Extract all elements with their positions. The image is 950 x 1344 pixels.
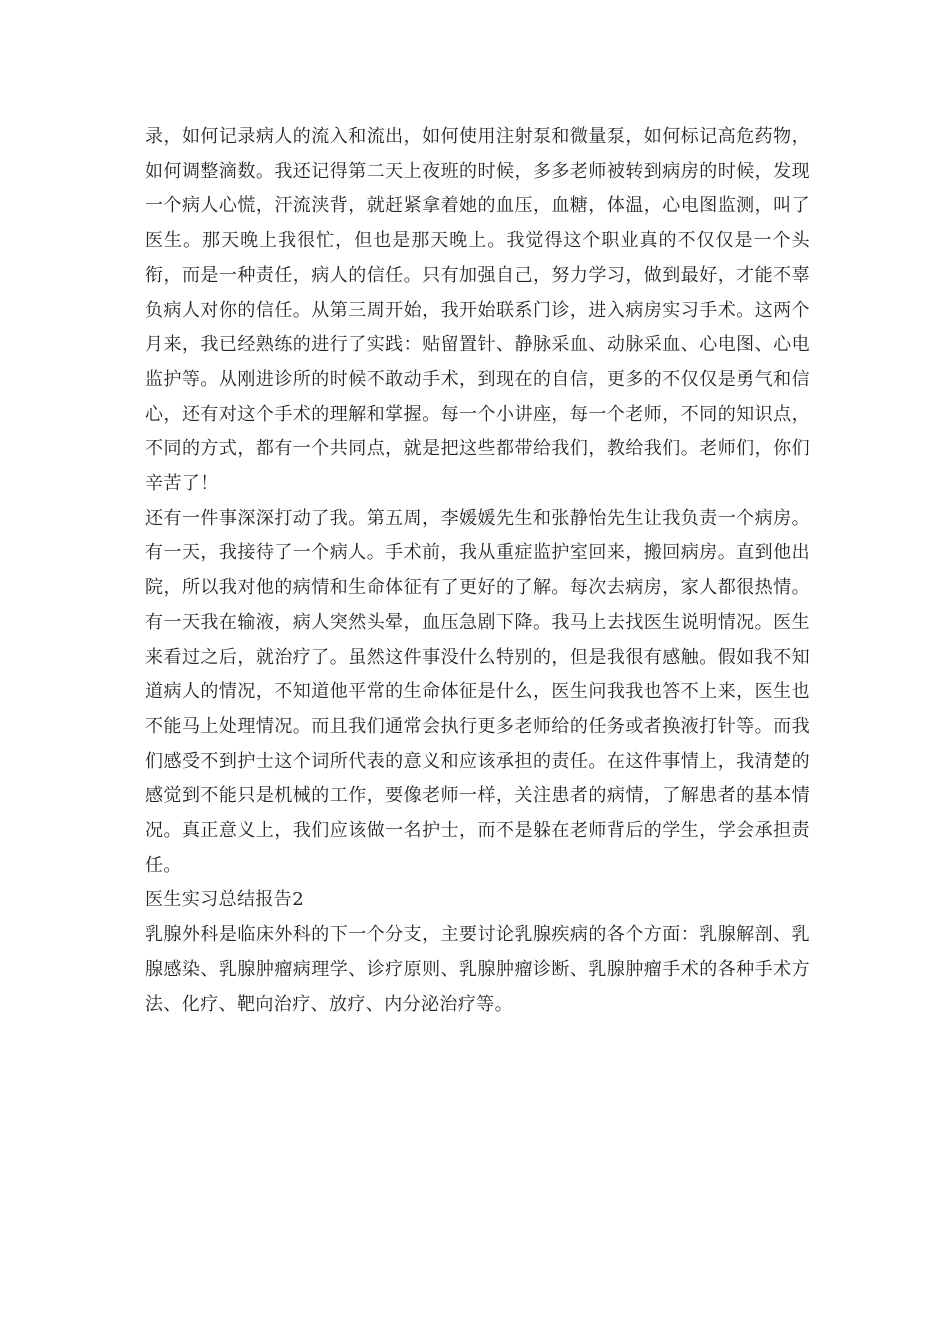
paragraph-patient-responsibility: 还有一件事深深打动了我。第五周，李媛媛先生和张静怡先生让我负责一个病房。有一天，我接待了一个病人。手术前，我从重症监护室回来，搬回病房。直到他出院，所以我对他的病情和生命体征有了更好的了解。每次去病房，家人都很热情。有一天我在输液，病人突然头晕，血压急剧下降。我马上去找医生说明情况。医生来看过之后，就治疗了。虽然这件事没什么特别的，但是我很有感触。假如我不知道病人的情况，不知道他平常的生命体征是什么，医生问我我也答不上来，医生也不能马上处理情况。而且我们通常会执行更多老师给的任务或者换液打针等。而我们感受不到护士这个词所代表的意义和应该承担的责任。在这件事情上，我清楚的感觉到不能只是机械的工作，要像老师一样，关注患者的病情，了解患者的基本情况。真正意义上，我们应该做一名护士，而不是躲在老师背后的学生，学会承担责任。 — [145, 507, 810, 876]
document-body — [145, 120, 810, 1022]
paragraph-nursing-practice: 录，如何记录病人的流入和流出，如何使用注射泵和微量泵，如何标记高危药物，如何调整滴数。我还记得第二天上夜班的时候，多多老师被转到病房的时候，发现一个病人心慌，汗流浃背，就赶紧拿着她的血压，血糖，体温，心电图监测，叫了医生。那天晚上我很忙，但也是那天晚上。我觉得这个职业真的不仅仅是一个头衔，而是一种责任，病人的信任。只有加强自己，努力学习，做到最好，才能不辜负病人对你的信任。从第三周开始，我开始联系门诊，进入病房实习手术。这两个月来，我已经熟练的进行了实践：贴留置针、静脉采血、动脉采血、心电图、心电监护等。从刚进诊所的时候不敢动手术，到现在的自信，更多的不仅仅是勇气和信心，还有对这个手术的理解和掌握。每一个小讲座，每一个老师，不同的知识点，不同的方式，都有一个共同点，就是把这些都带给我们，教给我们。老师们，你们辛苦了！ — [145, 126, 810, 495]
section-heading-report-2: 医生实习总结报告2 — [145, 889, 305, 911]
paragraph-breast-surgery: 乳腺外科是临床外科的下一个分支，主要讨论乳腺疾病的各个方面：乳腺解剖、乳腺感染、乳腺肿瘤病理学、诊疗原则、乳腺肿瘤诊断、乳腺肿瘤手术的各种手术方法、化疗、靶向治疗、放疗、内分泌治疗等。 — [145, 924, 810, 1015]
